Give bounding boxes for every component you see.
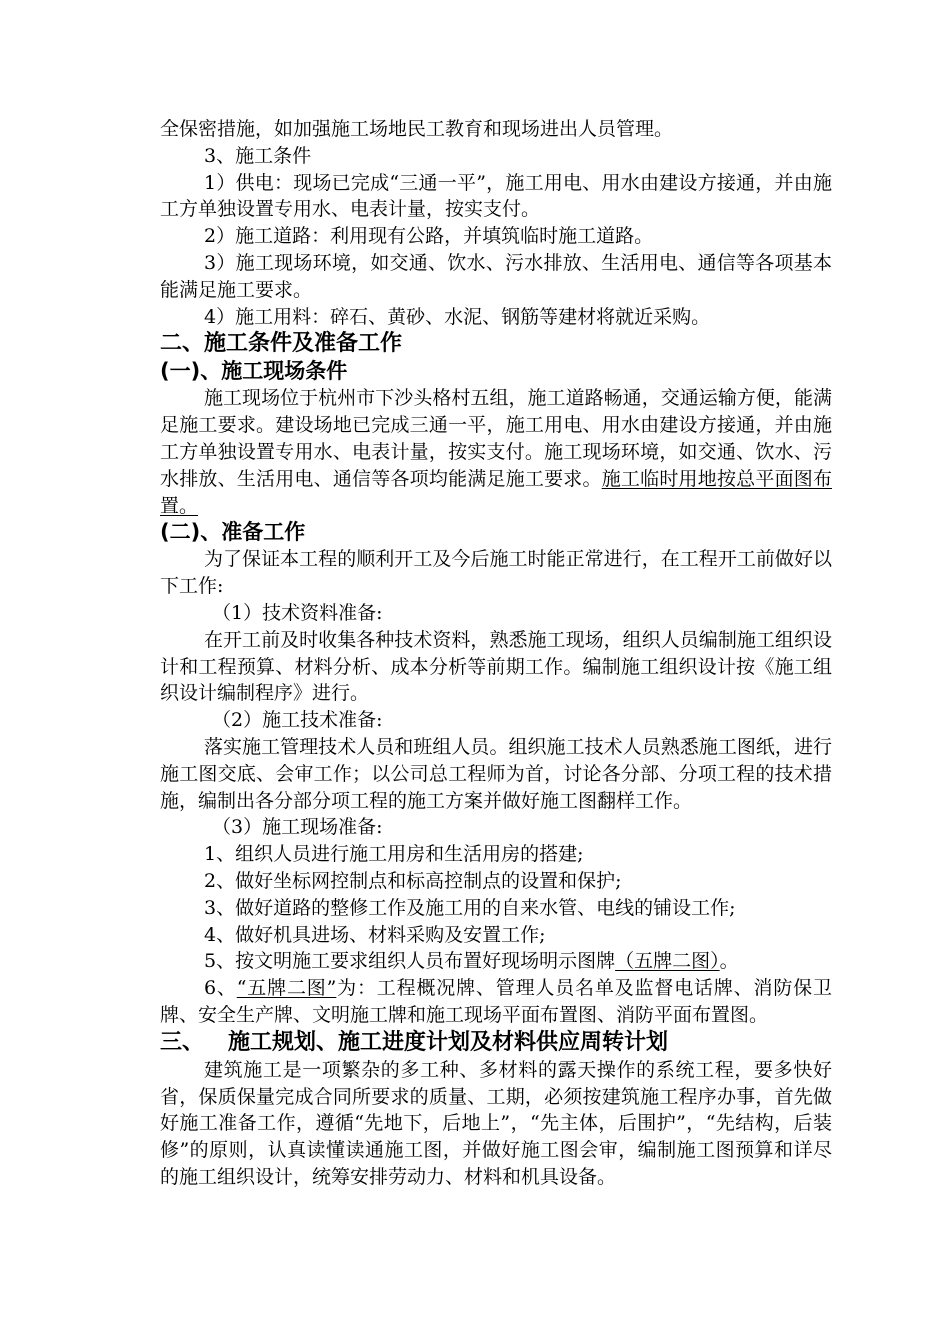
list-item: 3、做好道路的整修工作及施工用的自来水管、电线的铺设工作; xyxy=(204,896,736,919)
paragraph-power-supply: 1）供电：现场已完成“三通一平”，施工用电、用水由建设方接通，并由施工方单独设置专用水、电表计量，按实支付。 xyxy=(160,171,832,221)
list-item: 2、做好坐标网控制点和标高控制点的设置和保护; xyxy=(204,869,622,892)
list-item-text: 为：工程概况牌、管理人员名单及监督电话牌、消防保卫牌、安全生产牌、文明施工牌和施工现场平面布置图、消防平面布置图。 xyxy=(160,977,832,1026)
document-body xyxy=(160,116,832,1191)
list-item-text: 6、 xyxy=(204,977,237,1000)
subsection-heading-site-conditions: (一)、施工现场条件 xyxy=(160,359,348,384)
list-item-text: 5、按文明施工要求组织人员布置好现场明示图牌 xyxy=(204,950,616,973)
paragraph-technical-prep: 落实施工管理技术人员和班组人员。组织施工技术人员熟悉施工图纸，进行施工图交底、会审工作；以公司总工程师为首，讨论各分部、分项工程的技术措施，编制出各分部分项工程的施工方案并做好施工图翻样工作。 xyxy=(160,735,832,812)
subsection-heading-preparation: (二)、准备工作 xyxy=(160,520,306,545)
list-item xyxy=(160,948,832,975)
list-item: 4、做好机具进场、材料采购及安置工作; xyxy=(204,923,546,946)
paragraph-preparation-intro: 为了保证本工程的顺利开工及今后施工时能正常进行，在工程开工前做好以下工作: xyxy=(160,548,832,598)
subsection-heading-conditions: 3、施工条件 xyxy=(204,144,312,167)
paragraph-site-conditions xyxy=(160,385,832,519)
section-number: 三、 xyxy=(160,1029,205,1055)
paragraph-text: 施工现场位于杭州市下沙头格村五组，施工道路畅通，交通运输方便，能满足施工要求。建设场地已完成三通一平，施工用电、用水由建设方接通，并由施工方单独设置专用水、电表计量，按实支付。施工现场环境，如交通、饮水、污水排放、生活用电、通信等各项均能满足施工要求。 xyxy=(160,387,832,490)
paragraph-planning: 建筑施工是一项繁杂的多工种、多材料的露天操作的系统工程，要多快好省，保质保量完成合同所要求的质量、工期，必须按建筑施工程序办事，首先做好施工准备工作，遵循“先地下，后地上”，“先主体，后围护”，“先结构，后装修”的原则，认真读懂读通施工图，并做好施工图会审，编制施工图预算和详尽的施工组织设计，统筹安排劳动力、材料和机具设备。 xyxy=(160,1058,832,1188)
paragraph-materials: 4）施工用料：碎石、黄砂、水泥、钢筋等建材将就近采购。 xyxy=(204,305,711,328)
item-heading-technical-data: （1）技术资料准备: xyxy=(212,601,383,624)
underlined-text: “五牌二图” xyxy=(236,977,337,1000)
list-item-text: 。 xyxy=(719,950,739,973)
section-heading-2: 二、施工条件及准备工作 xyxy=(160,331,403,357)
list-item: 1、组织人员进行施工用房和生活用房的搭建; xyxy=(204,843,584,866)
list-item xyxy=(160,975,832,1029)
paragraph-environment: 3）施工现场环境，如交通、饮水、污水排放、生活用电、通信等各项基本能满足施工要求。 xyxy=(160,251,832,301)
paragraph-roads: 2）施工道路：利用现有公路，并填筑临时施工道路。 xyxy=(204,225,654,248)
section-title: 施工规划、施工进度计划及材料供应周转计划 xyxy=(228,1029,669,1055)
section-heading-3 xyxy=(160,1029,832,1057)
paragraph-technical-data: 在开工前及时收集各种技术资料，熟悉施工现场，组织人员编制施工组织设计和工程预算、材料分析、成本分析等前期工作。编制施工组织设计按《施工组织设计编制程序》进行。 xyxy=(160,628,832,705)
item-heading-technical-prep: （2）施工技术准备: xyxy=(212,709,383,732)
underlined-text: （五牌二图） xyxy=(615,950,720,973)
item-heading-site-prep: （3）施工现场准备: xyxy=(212,816,383,839)
underlined-text: 施工临时用地按总平面图布置。 xyxy=(160,467,832,517)
paragraph: 全保密措施，如加强施工场地民工教育和现场进出人员管理。 xyxy=(160,118,674,140)
